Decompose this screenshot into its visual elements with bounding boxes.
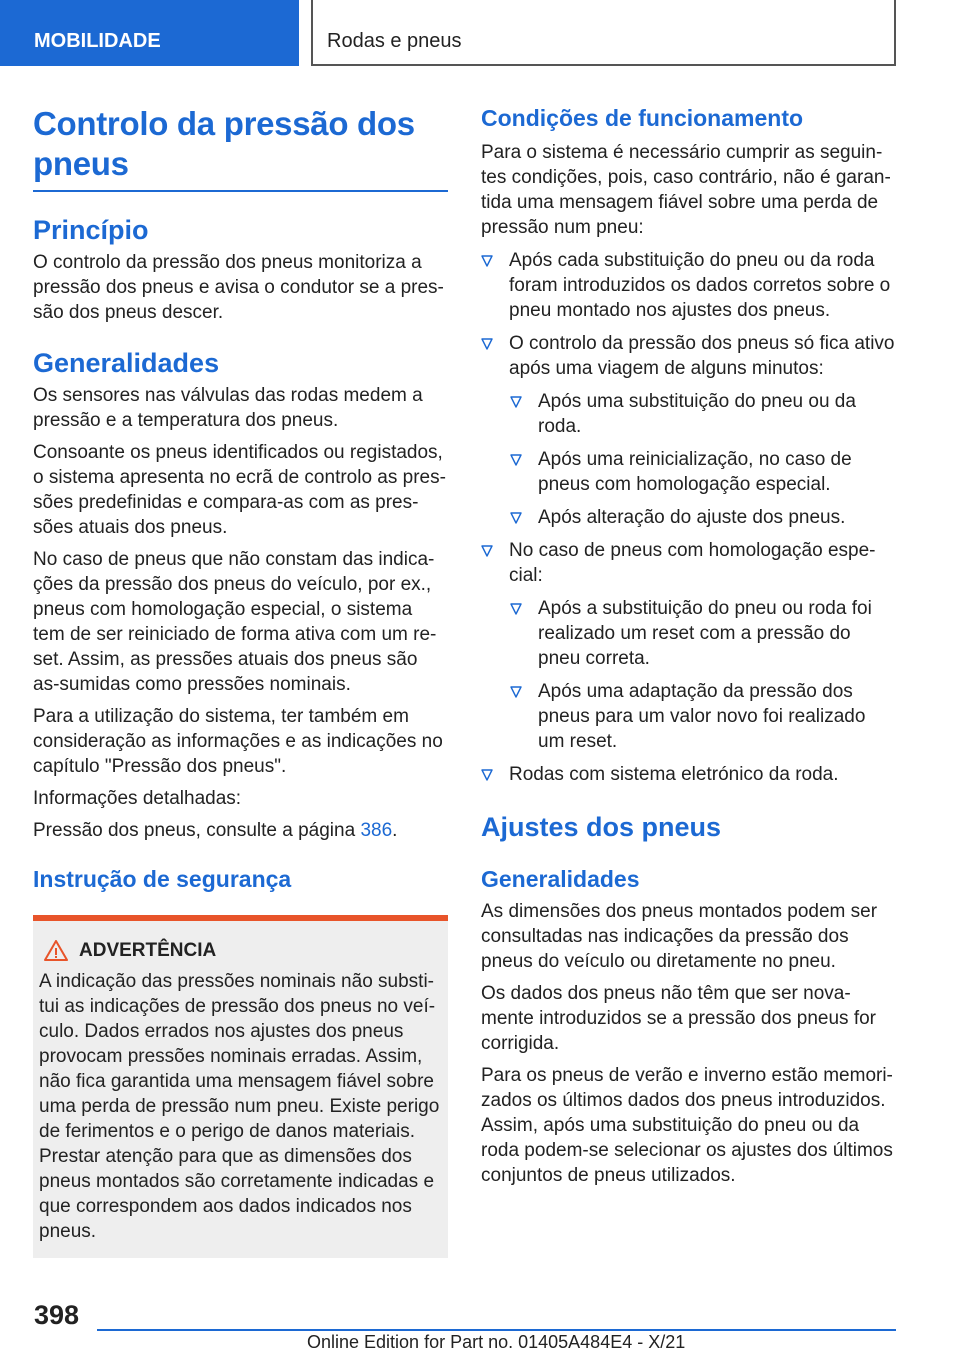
ajustes-p1: As dimensões dos pneus montados podem ser consultadas nas indicações da pressão dos pneus do veículo ou diretamente no pneu.: [481, 901, 878, 972]
list-item: [481, 538, 896, 588]
heading-principio: Princípio: [33, 215, 149, 245]
page-link[interactable]: 386: [360, 820, 393, 841]
heading-condicoes: Condições de funcionamento: [481, 105, 804, 131]
right-column: [481, 100, 896, 1188]
bullet-triangle-icon: [481, 545, 493, 557]
list-item-text: No caso de pneus com homologação espe-cial:: [509, 540, 876, 586]
reference-end: .: [392, 820, 398, 841]
bullet-triangle-icon: [510, 512, 522, 524]
list-item-text: Após cada substituição do pneu ou da roda foram introduzidos os dados corretos sobre o pneu montado nos ajustes dos pneus.: [509, 250, 891, 321]
bullet-triangle-icon: [481, 255, 493, 267]
bullet-triangle-icon: [510, 396, 522, 408]
heading-seguranca: Instrução de segurança: [33, 866, 292, 892]
bullet-triangle-icon: [481, 338, 493, 350]
generalidades-p6: [33, 818, 448, 843]
ajustes-p3: Para os pneus de verão e inverno estão memori-zados os últimos dados dos pneus introduzidos. Assim, após uma substituição do pneu ou da roda podem-se selecionar os ajustes dos últimos conjuntos de pneus utilizados.: [481, 1065, 893, 1186]
principio-text: O controlo da pressão dos pneus monitoriza a pressão dos pneus e avisa o condutor se a pres-são dos pneus descer.: [33, 252, 444, 323]
page-title: Controlo da pressão dos pneus: [33, 105, 415, 182]
warning-title: ADVERTÊNCIA: [79, 940, 217, 961]
list-item-text: Rodas com sistema eletrónico da roda.: [509, 764, 839, 785]
warning-triangle-icon: [39, 940, 73, 962]
list-item-text: O controlo da pressão dos pneus só fica ativo após uma viagem de alguns minutos:: [509, 333, 895, 379]
list-item: [481, 248, 896, 323]
title-rule: [33, 190, 448, 192]
list-item-text: Após alteração do ajuste dos pneus.: [538, 507, 846, 528]
generalidades-p5: Informações detalhadas:: [33, 788, 242, 809]
sub-list-item: [510, 389, 896, 439]
list-item-text: Após uma substituição do pneu ou da roda.: [538, 391, 856, 437]
sub-list-item: [510, 596, 896, 671]
bullet-triangle-icon: [510, 686, 522, 698]
list-item: [481, 762, 896, 787]
generalidades-p4: Para a utilização do sistema, ter também em consideração as informações e as indicações no capítulo "Pressão dos pneus".: [33, 706, 443, 777]
generalidades-p3: No caso de pneus que não constam das indica-ções da pressão dos pneus do veículo, por ex., pneus com homologação especial, o sistema tem de ser reiniciado de forma ativa com um re-set. Assim, as pressões atuais dos pneus são as-sumidas como pressões nominais.: [33, 549, 437, 695]
ajustes-p2: Os dados dos pneus não têm que ser nova-mente introduzidos se a pressão dos pneus for corrigida.: [481, 983, 877, 1054]
generalidades-p1: Os sensores nas válvulas das rodas medem a pressão e a temperatura dos pneus.: [33, 385, 423, 431]
generalidades-p2: Consoante os pneus identificados ou registados, o sistema apresenta no ecrã de controlo as pres-sões predefinidas e compara-as com as pres-sões atuais dos pneus.: [33, 442, 446, 538]
list-item-text: Após uma reinicialização, no caso de pneus com homologação especial.: [538, 449, 852, 495]
condicoes-intro: Para o sistema é necessário cumprir as seguin-tes condições, pois, caso contrário, não é garan-tida uma mensagem fiável sobre uma perda de pressão num pneu:: [481, 142, 891, 238]
page-number: 398: [34, 1300, 80, 1330]
footer-edition: Online Edition for Part no. 01405A484E4 - X/21: [307, 1332, 686, 1352]
warning-box: [33, 915, 448, 1258]
heading-generalidades: Generalidades: [33, 348, 220, 378]
list-item-text: Após uma adaptação da pressão dos pneus para um valor novo foi realizado um reset.: [538, 681, 866, 752]
warning-text: A indicação das pressões nominais não substi-tui as indicações de pressão dos pneus no veí-culo. Dados errados nos ajustes dos pneus provocam pressões nominais erradas. Assim, não fica garantida uma mensagem fiável sobre uma perda de pressão num pneu. Existe perigo de ferimentos e o perigo de danos materiais. Prestar atenção para que as dimensões dos pneus montados são corretamente indicadas e que correspondem aos dados indicados nos pneus.: [39, 971, 440, 1242]
bullet-triangle-icon: [510, 454, 522, 466]
bullet-triangle-icon: [481, 769, 493, 781]
bullet-triangle-icon: [510, 603, 522, 615]
heading-ajustes-generalidades: Generalidades: [481, 866, 640, 892]
heading-ajustes: Ajustes dos pneus: [481, 812, 722, 842]
header-chapter: Rodas e pneus: [311, 0, 896, 66]
list-item: [481, 331, 896, 381]
header-section: MOBILIDADE: [0, 0, 299, 66]
warning-header: [39, 939, 440, 963]
reference-text: Pressão dos pneus, consulte a página: [33, 820, 361, 841]
list-item-text: Após a substituição do pneu ou roda foi realizado um reset com a pressão do pneu correta.: [538, 598, 872, 669]
sub-list-item: [510, 505, 896, 530]
footer-rule: [97, 1329, 896, 1331]
left-column: [33, 100, 448, 1258]
sub-list-item: [510, 447, 896, 497]
sub-list-item: [510, 679, 896, 754]
